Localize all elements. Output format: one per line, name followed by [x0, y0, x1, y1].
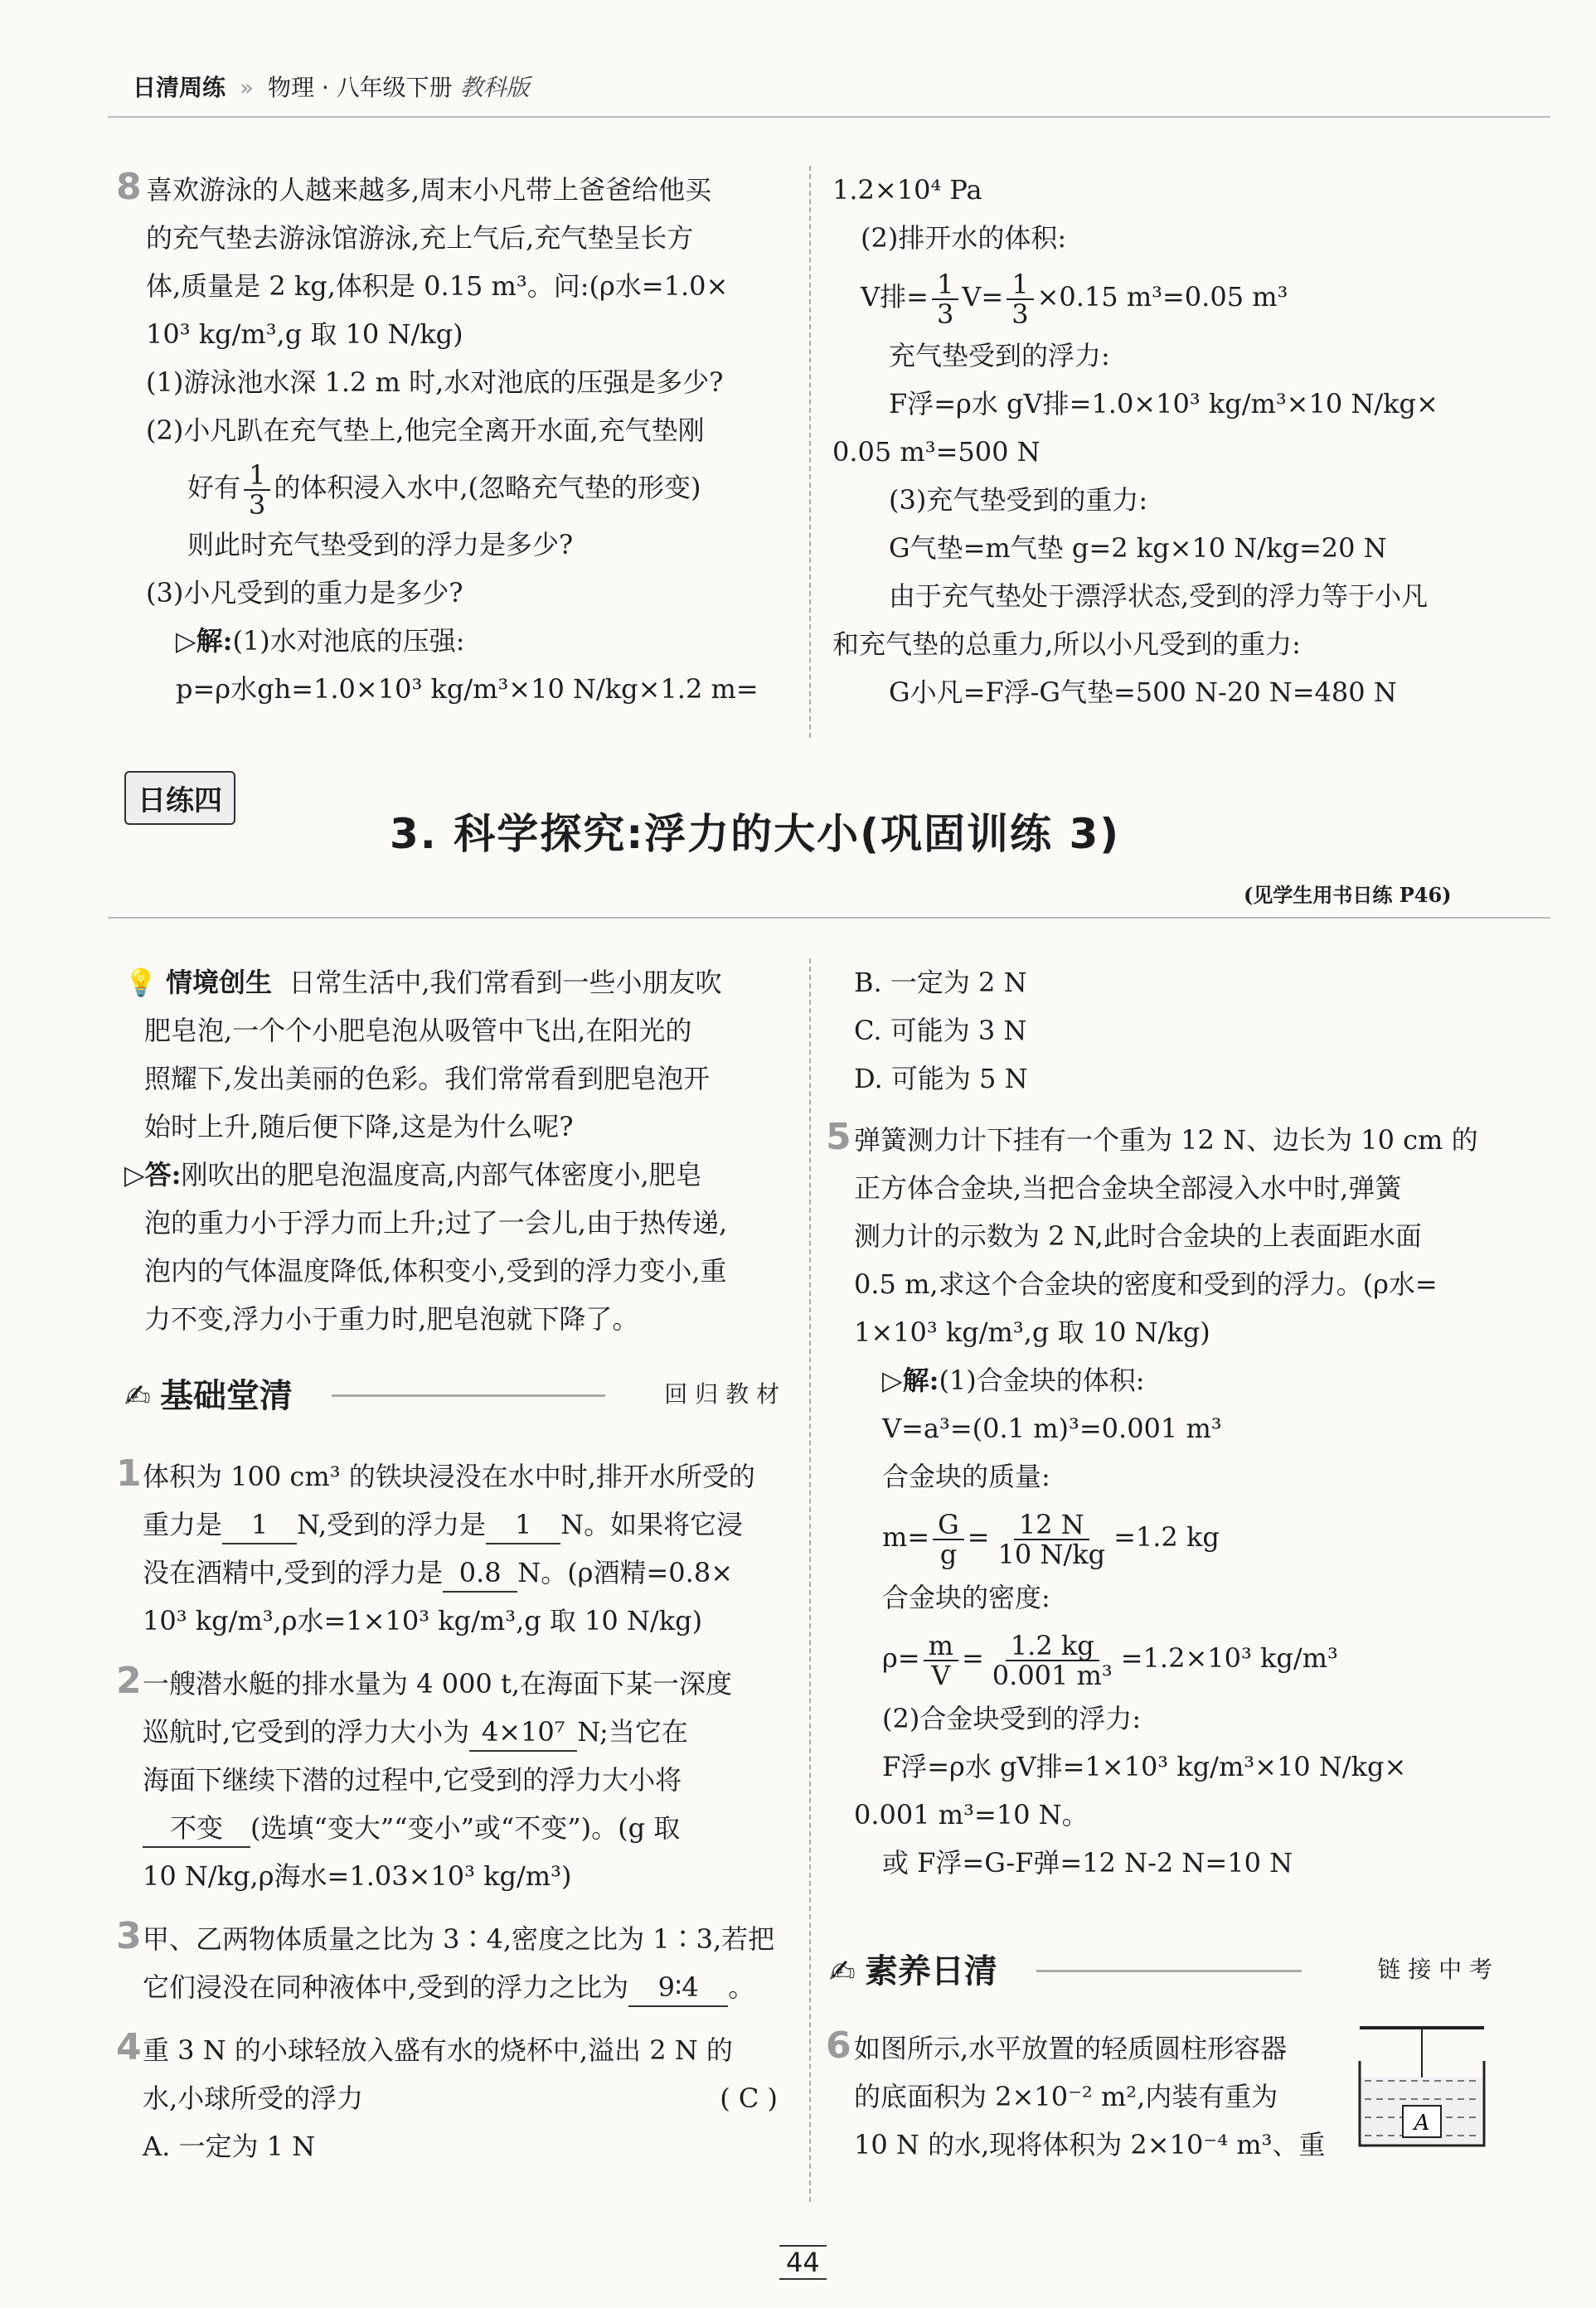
question-3-text: [143, 1915, 774, 2011]
solution-line: ▷解:(1)合金块的体积:: [882, 1365, 1145, 1396]
text-line: 10 N/kg,ρ海水=1.03×10³ kg/m³): [143, 1860, 572, 1892]
basic-title: 基础堂清: [159, 1377, 293, 1415]
answer-blank: 0.8: [443, 1554, 517, 1593]
pen-icon: ✍: [124, 1378, 151, 1414]
basic-banner: [124, 1370, 779, 1416]
question-5-text: [854, 1116, 1478, 1887]
text-line: 一艘潜水艇的排水量为 4 000 t,在海面下某一深度: [143, 1668, 732, 1699]
solution-line: V=a³=(0.1 m)³=0.001 m³: [882, 1413, 1222, 1444]
text-line: (3)小凡受到的重力是多少?: [146, 577, 463, 609]
text-line: 不变 (选填“变大”“变小”或“不变”)。(g 取: [143, 1804, 732, 1852]
answer-blank: 1: [222, 1506, 297, 1544]
question-number: 2: [116, 1660, 142, 1702]
answer-blank: 4×10⁷: [469, 1714, 577, 1752]
question-number: 5: [826, 1116, 851, 1158]
fraction: $\frac{1}{3}$: [1007, 270, 1033, 328]
container-figure: [1343, 2019, 1501, 2160]
solution-line: G小凡=F浮-G气垫=500 N-20 N=480 N: [889, 676, 1397, 708]
literacy-tag: 链 接 中 考: [1377, 1956, 1492, 1983]
text-line: 好有 $\frac{1}{3}$ 的体积浸入水中,(忽略充气垫的形变): [187, 458, 701, 521]
question-number: 1: [116, 1452, 142, 1495]
question-number: 3: [116, 1915, 142, 1957]
text-line: 0.5 m,求这个合金块的密度和受到的浮力。(ρ水=: [854, 1268, 1438, 1300]
solution-line: 或 F浮=G-F弹=12 N-2 N=10 N: [882, 1847, 1293, 1879]
section-reference: (见学生用书日练 P46): [1244, 883, 1452, 907]
text-line: 体,质量是 2 kg,体积是 0.15 m³。问:(ρ水=1.0×: [146, 270, 729, 302]
banner-rule: [1036, 1970, 1302, 1972]
text-line: 它们浸没在同种液体中,受到的浮力之比为 9∶4 。: [143, 1963, 774, 2011]
text-line: (2)小凡趴在充气垫上,他完全离开水面,充气垫刚: [146, 415, 705, 446]
text-line: 💡 情境创生 日常生活中,我们常看到一些小朋友吹: [124, 967, 722, 998]
question-8-text: [146, 166, 759, 713]
scene-block: [124, 958, 727, 1343]
solution-line: 充气垫受到的浮力:: [889, 340, 1110, 371]
fraction: $\frac{12 N}{10 N/kg}$: [997, 1508, 1106, 1570]
solution-line: 0.05 m³=500 N: [832, 436, 1041, 468]
fraction: $\frac{1}{3}$: [932, 270, 958, 328]
fraction: $\frac{m}{V}$: [924, 1632, 958, 1690]
answer-line: 泡内的气体温度降低,体积变小,受到的浮力变小,重: [144, 1255, 727, 1287]
solution-line: 由于充气垫处于漂浮状态,受到的浮力等于小凡: [889, 580, 1429, 612]
solution-line: 1.2×10⁴ Pa: [832, 174, 982, 206]
answer-blank: 9∶4: [628, 1969, 728, 2007]
column-divider: [809, 958, 812, 2202]
text-line: 海面下继续下潜的过程中,它受到的浮力大小将: [143, 1764, 682, 1796]
text-line: (1)游泳池水深 1.2 m 时,水对池底的压强是多少?: [146, 366, 724, 398]
fraction: $\frac{1.2 kg}{\text{0.001 m³}}$: [992, 1629, 1113, 1691]
scene-label: 情境创生: [166, 967, 273, 998]
lightbulb-icon: 💡: [124, 967, 158, 998]
basic-tag: 回 归 教 材: [664, 1380, 779, 1408]
triangle-icon: ▷: [176, 625, 196, 657]
text-line: 巡航时,它受到的浮力大小为 4×10⁷ N;当它在: [143, 1708, 732, 1756]
question-4-text: [143, 2026, 789, 2170]
banner-rule: [332, 1394, 605, 1397]
section-tag: 日练四: [124, 771, 235, 825]
page-header: [133, 70, 530, 103]
solution-line: 合金块的质量:: [882, 1461, 1050, 1492]
solution-line: V排= $\frac{1}{3}$ V= $\frac{1}{3}$ ×0.15 m³=0.05 m³: [861, 268, 1288, 330]
section-rule: [108, 917, 1550, 919]
text-line: 10 N 的水,现将体积为 2×10⁻⁴ m³、重: [854, 2129, 1326, 2160]
fraction: $\frac{G}{g}$: [933, 1510, 964, 1569]
question-1-text: [143, 1452, 755, 1645]
solution-line: F浮=ρ水 gV排=1×10³ kg/m³×10 N/kg×: [882, 1751, 1407, 1782]
solution-line: (2)排开水的体积:: [861, 222, 1067, 254]
option-b: B. 一定为 2 N: [854, 967, 1027, 998]
text-line: 始时上升,随后便下降,这是为什么呢?: [144, 1111, 574, 1142]
text-line: 肥皂泡,一个个小肥皂泡从吸管中飞出,在阳光的: [144, 1015, 692, 1046]
solution-line: (2)合金块受到的浮力:: [882, 1703, 1142, 1734]
pen-icon: ✍: [829, 1953, 856, 1990]
text-line: 甲、乙两物体质量之比为 3∶4,密度之比为 1∶3,若把: [143, 1923, 775, 1955]
text-line: 体积为 100 cm³ 的铁块浸没在水中时,排开水所受的: [143, 1461, 755, 1492]
solution-line: 0.001 m³=10 N。: [854, 1799, 1089, 1830]
text-line: 水,小球所受的浮力 ( C ): [143, 2074, 789, 2122]
answer-line: 力不变,浮力小于重力时,肥皂泡就下降了。: [144, 1303, 639, 1335]
text-line: 重 3 N 的小球轻放入盛有水的烧杯中,溢出 2 N 的: [143, 2034, 733, 2066]
option-c: C. 可能为 3 N: [854, 1015, 1027, 1046]
question-8-solution-continued: [832, 166, 1438, 716]
answer-line: 泡的重力小于浮力而上升;过了一会儿,由于热传递,: [144, 1207, 728, 1239]
solution-line: 合金块的密度:: [882, 1582, 1050, 1613]
header-separator: »: [239, 74, 255, 101]
text-line: 10³ kg/m³,ρ水=1×10³ kg/m³,g 取 10 N/kg): [143, 1605, 703, 1636]
question-6-text: [854, 2024, 1325, 2169]
solution-line: G气垫=m气垫 g=2 kg×10 N/kg=20 N: [889, 532, 1387, 564]
text-line: 重力是 1 N,受到的浮力是 1 N。如果将它浸: [143, 1501, 755, 1549]
block-label: A: [1414, 2111, 1430, 2136]
answer-blank: 1: [486, 1506, 560, 1544]
question-4-options: [854, 958, 1028, 1103]
literacy-banner: [829, 1945, 1492, 1991]
text-line: 的充气垫去游泳馆游泳,充上气后,充气垫呈长方: [146, 222, 694, 254]
text-line: 正方体合金块,当把合金块全部浸入水中时,弹簧: [854, 1172, 1402, 1204]
header-rule: [108, 116, 1550, 118]
option-a: A. 一定为 1 N: [143, 2131, 316, 2162]
question-number: 4: [116, 2026, 142, 2068]
text-line: 1×10³ kg/m³,g 取 10 N/kg): [854, 1316, 1210, 1348]
literacy-title: 素养日清: [864, 1952, 997, 1990]
solution-line: ▷解:(1)水对池底的压强:: [176, 625, 465, 657]
book-name: 物理 · 八年级下册: [267, 74, 453, 101]
choice-answer: ( C ): [720, 2083, 778, 2114]
section-title: 3. 科学探究:浮力的大小(巩固训练 3): [390, 810, 1121, 858]
text-line: 测力计的示数为 2 N,此时合金块的上表面距水面: [854, 1220, 1422, 1252]
edition-name: 教科版: [459, 74, 530, 101]
solution-line: m= $\frac{G}{g}$ = $\frac{12 N}{10 N/kg}$ =1.2 kg: [882, 1508, 1220, 1570]
question-number: 6: [826, 2024, 851, 2067]
solution-line: ρ= $\frac{m}{V}$ = $\frac{1.2 kg}{\text{0.001 m³}}$ =1.2×10³ kg/m³: [882, 1629, 1338, 1691]
text-line: 如图所示,水平放置的轻质圆柱形容器: [854, 2033, 1288, 2064]
solution-line: 和充气垫的总重力,所以小凡受到的重力:: [832, 628, 1301, 660]
question-number: 8: [116, 166, 142, 208]
text-line: 照耀下,发出美丽的色彩。我们常常看到肥皂泡开: [144, 1063, 711, 1094]
question-2-text: [143, 1660, 732, 1900]
fraction: $\frac{1}{3}$: [244, 461, 270, 519]
text-line: 没在酒精中,受到的浮力是 0.8 N。(ρ酒精=0.8×: [143, 1549, 755, 1597]
triangle-icon: ▷: [882, 1365, 903, 1396]
option-d: D. 可能为 5 N: [854, 1063, 1028, 1094]
solution-line: p=ρ水gh=1.0×10³ kg/m³×10 N/kg×1.2 m=: [176, 673, 759, 705]
page-number: 44: [779, 2245, 827, 2280]
text-line: 10³ kg/m³,g 取 10 N/kg): [146, 318, 463, 350]
solution-line: F浮=ρ水 gV排=1.0×10³ kg/m³×10 N/kg×: [889, 388, 1438, 419]
answer-line: ▷答:刚吹出的肥皂泡温度高,内部气体密度小,肥皂: [124, 1159, 702, 1190]
series-name: 日清周练: [133, 74, 226, 101]
text-line: 弹簧测力计下挂有一个重为 12 N、边长为 10 cm 的: [854, 1124, 1478, 1156]
answer-blank: 不变: [143, 1810, 250, 1848]
triangle-icon: ▷: [124, 1159, 145, 1190]
text-line: 喜欢游泳的人越来越多,周末小凡带上爸爸给他买: [146, 174, 712, 206]
solution-line: (3)充气垫受到的重力:: [889, 484, 1148, 516]
column-divider: [809, 166, 812, 738]
text-line: 的底面积为 2×10⁻² m²,内装有重为: [854, 2081, 1278, 2112]
text-line: 则此时充气垫受到的浮力是多少?: [187, 529, 574, 560]
